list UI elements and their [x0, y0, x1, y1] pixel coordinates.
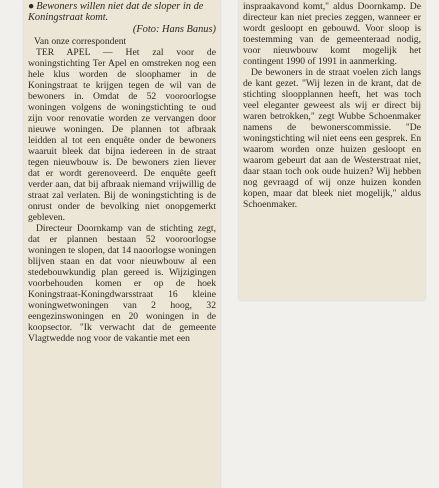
photo-caption [28, 1, 216, 24]
article-paragraph: Directeur Doornkamp van de stichting zegt, dat er plannen bestaan 52 vooroorlogse woningen te slopen, dat 14 naoorlogse woningen blijven staan en dat voor nieuwbouw al een stedebouwkundig plan gereed is. Wijzigingen voorbehouden komen er op de hoek Koningstraat-Koningdwarsstraat 16 kleine woningwetwoningen van 2 hoog, 32 eengezinswoningen en 20 woningen in de koopsector. "Ik verwacht dat de gemeente Vlagtwedde nog voor de vakantie met een [28, 223, 216, 345]
photo-credit: (Foto: Hans Banus) [132, 23, 216, 35]
byline: Van onze correspondent [34, 36, 127, 48]
article-paragraph: TER APEL — Het zal voor de woningstichting Ter Apel en omstreken nog een hele klus worden de sloophamer in de Koningstraat te krijgen tegen de wil van de bewoners in. Omdat de 52 vooroorlogse woningen volgens de woningstichting te oud zijn voor renovatie worden ze vervangen door nieuwe woningen. De plannen tot afbraak leidden al tot een enquête onder de bewoners waaruit bleek dat bijna iedereen in de straat tegen nieuwbouw is. De bewoners zien liever dat er wordt gerenoveerd. De enquête geeft verder aan, dat bij afbraak niemand vrijwillig de straat zal verlaten. Bij de woningstichting is de onrust onder de bevolking niet onopgemerkt gebleven. [28, 47, 216, 224]
bullet-icon: ● [28, 1, 35, 12]
article-column-right [243, 1, 421, 210]
article-column-left [28, 1, 216, 344]
article-paragraph: inspraakavond komt," aldus Doornkamp. De directeur kan niet precies zeggen, wanneer er wordt gesloopt en gebouwd. Voor sloop is toestemming van de gemeenteraad nodig, voor nieuwbouw komt mogelijk het contingent 1990 of 1991 in aanmerking. [243, 1, 421, 67]
photo-caption-text: Bewoners willen niet dat de sloper in de Koningstraat komt. [28, 1, 204, 24]
article-paragraph: De bewoners in de straat voelen zich langs de kant gezet. "Wij lezen in de krant, dat de stichting sloopplannen heeft, het was toch veel eleganter geweest als wij er direct bij waren betrokken," zegt Wubbe Schoenmaker namens de bewonerscommissie. "De woningstichting wil niet eens een gesprek. En waarom worden onze huizen gesloopt en waarom gebeurt dat aan de Westerstraat niet, daar staan toch ook oude huizen? Wij hebben nog gevraagd of wij onze huizen konden kopen, maar dat bleek niet mogelijk," aldus Schoenmaker. [243, 67, 421, 210]
